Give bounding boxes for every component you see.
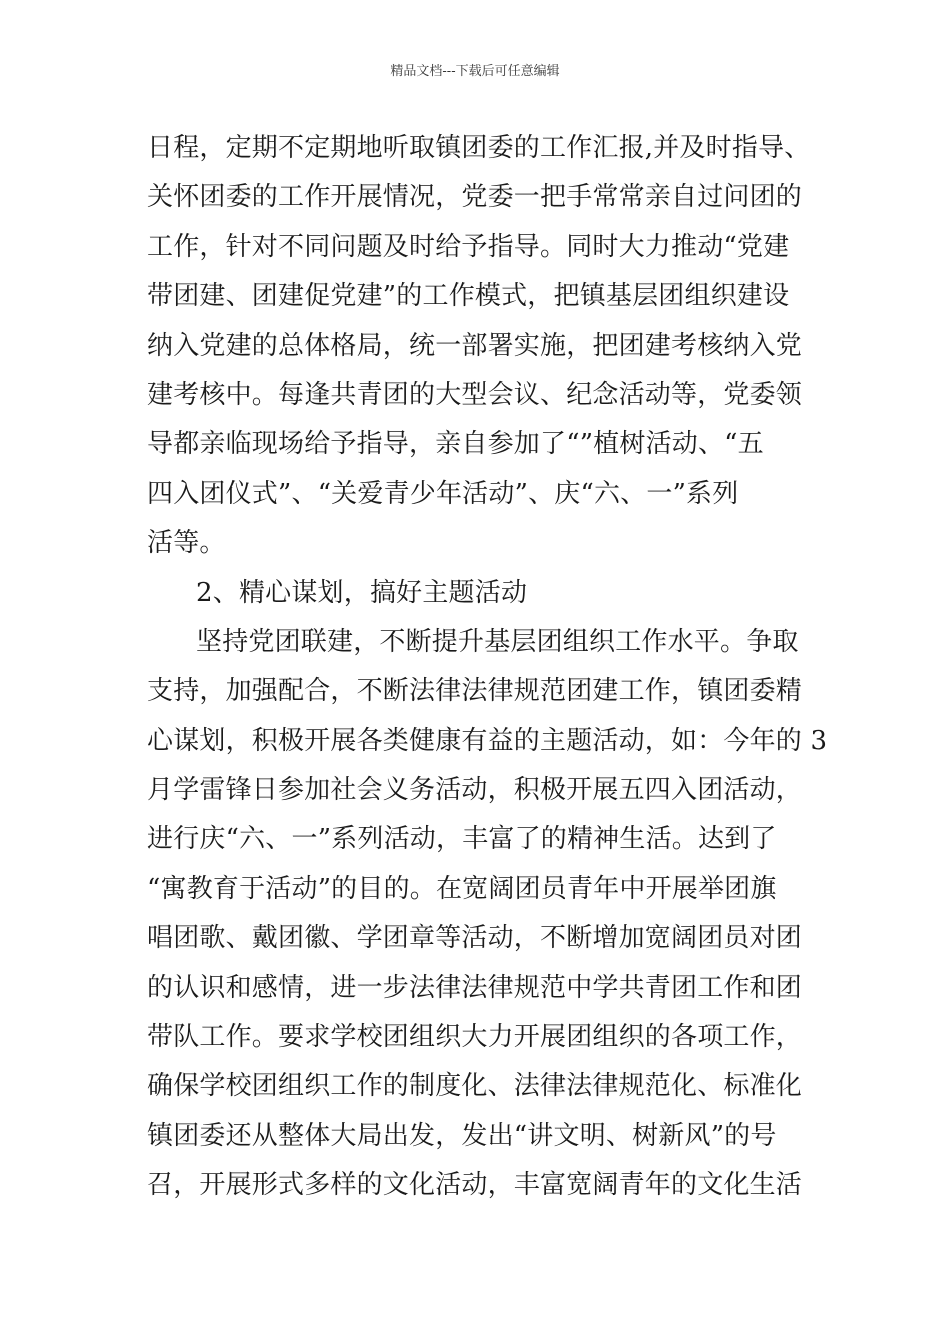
text-line: 月学雷锋日参加社会义务活动，积极开展五四入团活动， bbox=[147, 775, 803, 806]
text-line: 心谋划，积极开展各类健康有益的主题活动，如：今年的 3 bbox=[147, 725, 828, 756]
page-header: 精品文档---下载后可任意编辑 bbox=[390, 64, 560, 79]
text-line: 四入团仪式”、“关爱青少年活动”、庆“六、一”系列 bbox=[147, 478, 739, 509]
text-line: 带队工作。要求学校团组织大力开展团组织的各项工作， bbox=[147, 1022, 803, 1053]
text-line: 活等。 bbox=[147, 528, 226, 559]
text-line: 镇团委还从整体大局出发，发出“讲文明、树新风”的号 bbox=[147, 1120, 777, 1151]
document-body bbox=[147, 124, 828, 1211]
text-line: 支持，加强配合，不断法律法律规范团建工作，镇团委精 bbox=[147, 676, 803, 707]
text-line: 关怀团委的工作开展情况，党委一把手常常亲自过问团的 bbox=[147, 182, 803, 213]
paragraph-first-line: 坚持党团联建，不断提升基层团组织工作水平。争取 bbox=[196, 626, 799, 657]
text-line: 建考核中。每逢共青团的大型会议、纪念活动等，党委领 bbox=[147, 379, 803, 410]
text-line: 日程，定期不定期地听取镇团委的工作汇报,并及时指导、 bbox=[147, 133, 811, 163]
text-line: 工作，针对不同问题及时给予指导。同时大力推动“党建 bbox=[147, 231, 790, 262]
text-line: 纳入党建的总体格局，统一部署实施，把团建考核纳入党 bbox=[147, 330, 803, 361]
text-line: 确保学校团组织工作的制度化、法律法律规范化、标准化 bbox=[147, 1071, 803, 1102]
text-line: 带团建、团建促党建”的工作模式，把镇基层团组织建设 bbox=[147, 281, 790, 312]
text-line: 进行庆“六、一”系列活动，丰富了的精神生活。达到了 bbox=[147, 824, 777, 855]
text-line: 导都亲临现场给予指导，亲自参加了“”植树活动、“五 bbox=[147, 429, 764, 460]
text-line: 唱团歌、戴团徽、学团章等活动，不断增加宽阔团员对团 bbox=[147, 923, 803, 954]
text-line: 召，开展形式多样的文化活动，丰富宽阔青年的文化生活 bbox=[147, 1170, 803, 1201]
text-line: “寓教育于活动”的目的。在宽阔团员青年中开展举团旗 bbox=[147, 873, 777, 904]
text-line: 的认识和感情，进一步法律法律规范中学共青团工作和团 bbox=[147, 972, 803, 1003]
section-heading: 2、精心谋划，搞好主题活动 bbox=[196, 577, 528, 608]
